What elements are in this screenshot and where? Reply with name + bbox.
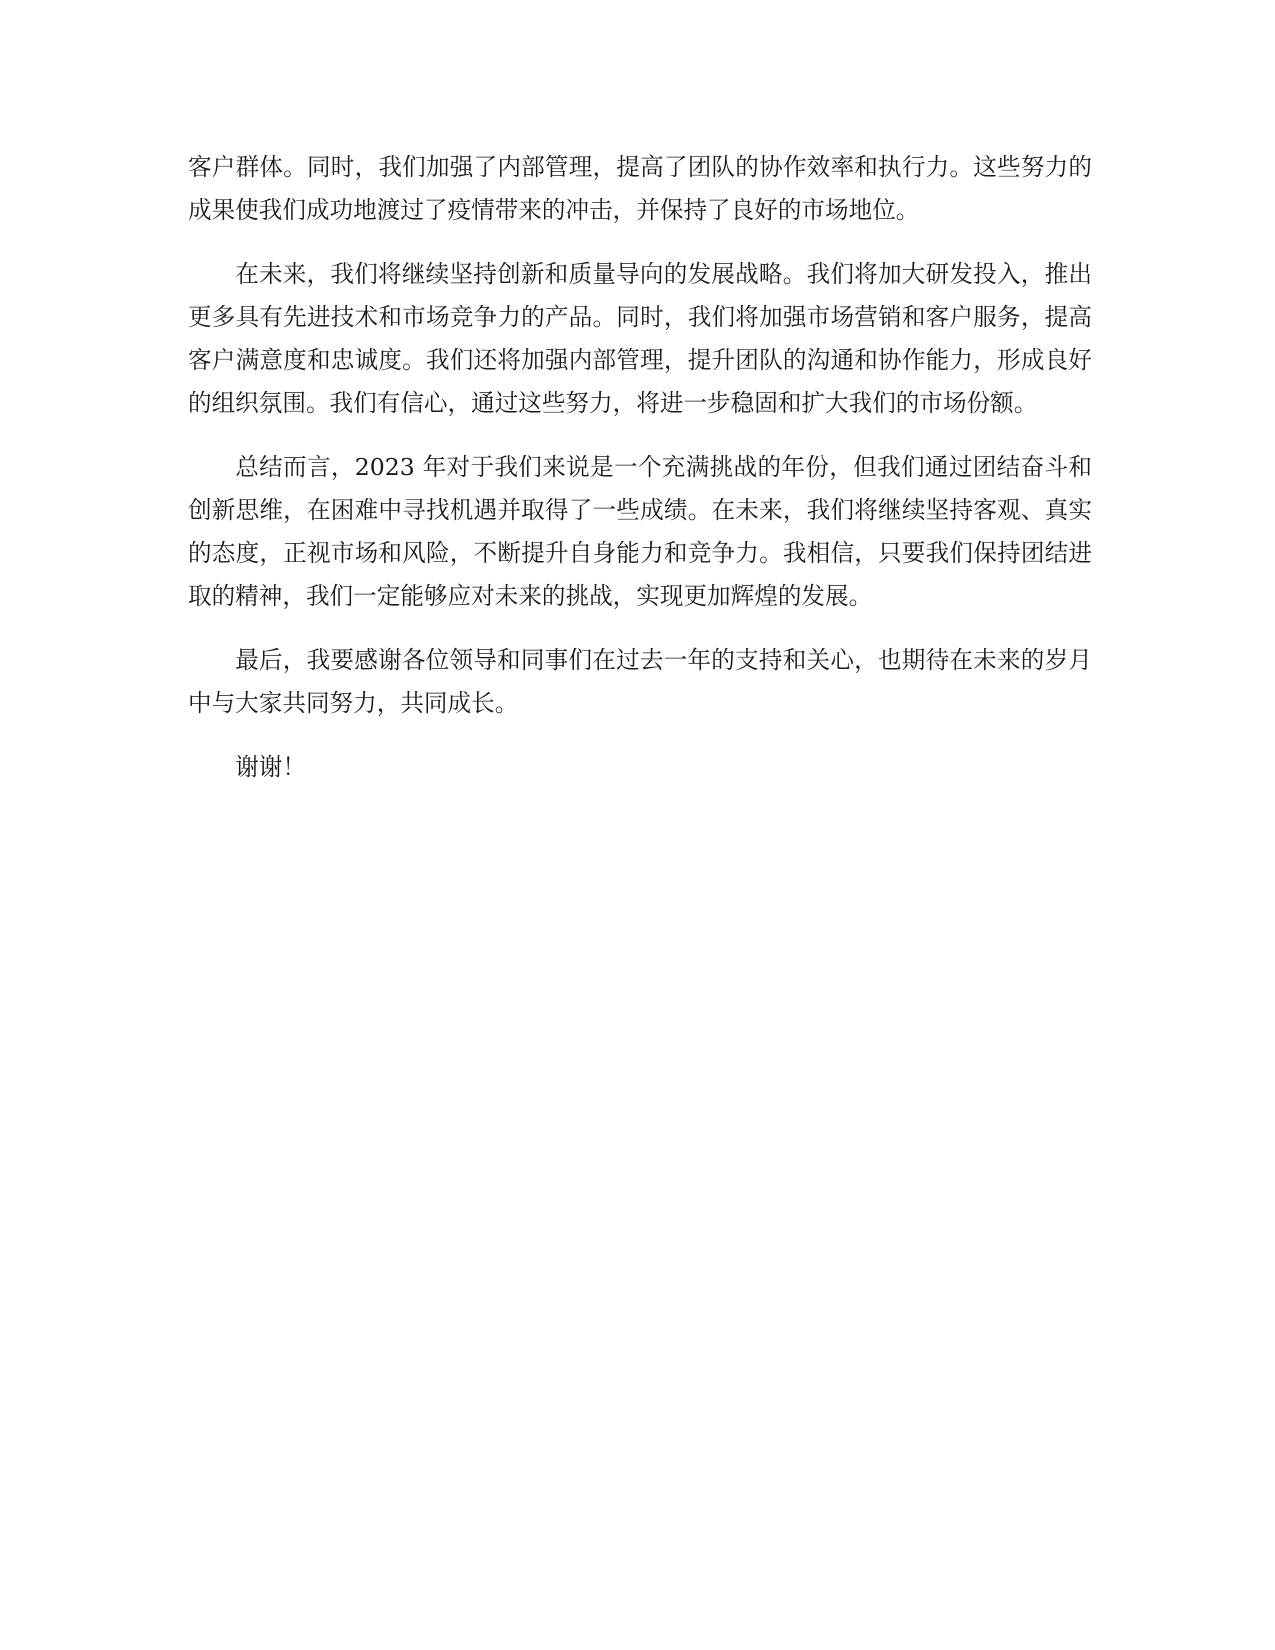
paragraph-continuation: 客户群体。同时，我们加强了内部管理，提高了团队的协作效率和执行力。这些努力的成果使我们成功地渡过了疫情带来的冲击，并保持了良好的市场地位。 [188, 153, 1092, 224]
paragraph-future-plans: 在未来，我们将继续坚持创新和质量导向的发展战略。我们将加大研发投入，推出更多具有先进技术和市场竞争力的产品。同时，我们将加强市场营销和客户服务，提高客户满意度和忠诚度。我们还将加强内部管理，提升团队的沟通和协作能力，形成良好的组织氛围。我们有信心，通过这些努力，将进一步稳固和扩大我们的市场份额。 [188, 260, 1092, 417]
paragraph-thanks: 最后，我要感谢各位领导和同事们在过去一年的支持和关心，也期待在未来的岁月中与大家共同努力，共同成长。 [188, 646, 1092, 717]
paragraph-summary: 总结而言，2023 年对于我们来说是一个充满挑战的年份，但我们通过团结奋斗和创新思维，在困难中寻找机遇并取得了一些成绩。在未来，我们将继续坚持客观、真实的态度，正视市场和风险，不断提升自身能力和竞争力。我相信，只要我们保持团结进取的精神，我们一定能够应对未来的挑战，实现更加辉煌的发展。 [188, 453, 1092, 610]
paragraph-closing: 谢谢！ [235, 753, 306, 781]
document-body [188, 146, 1092, 810]
